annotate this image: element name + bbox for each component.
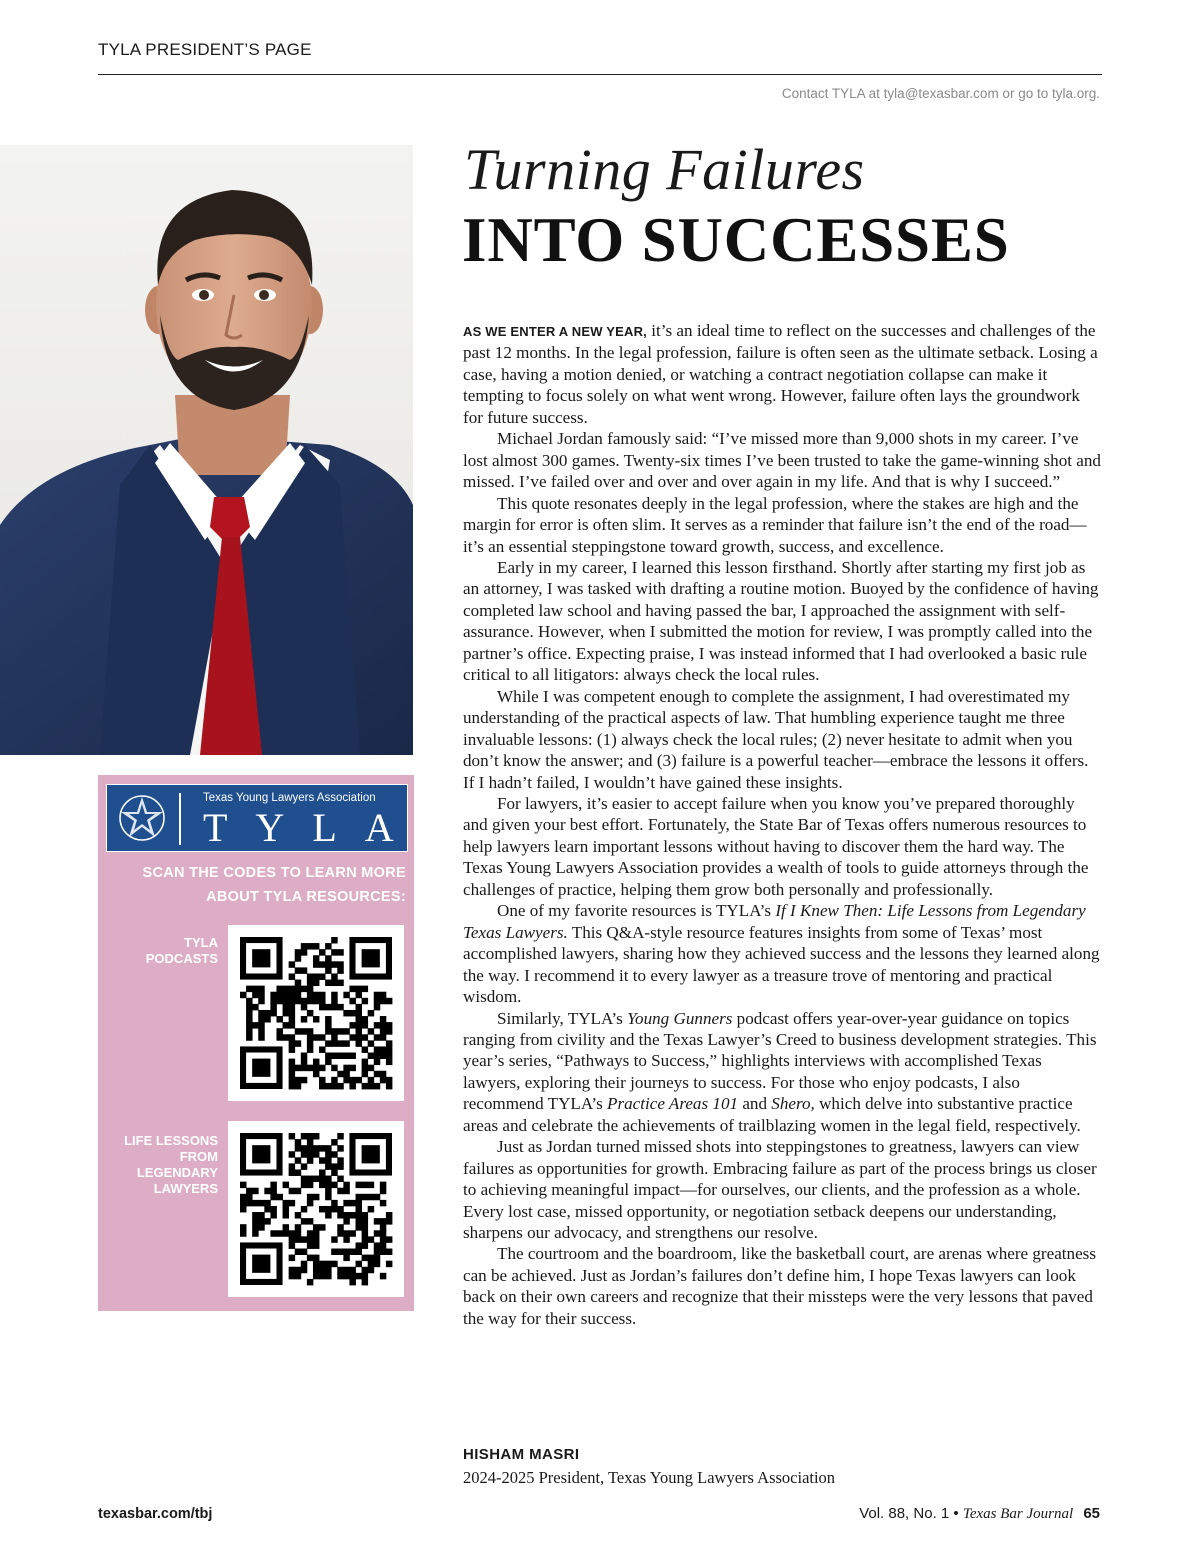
- paragraph-10: The courtroom and the boardroom, like the basketball court, are arenas where greatness can be achieved. Just as Jordan’s failures don’t define him, I hope Texas lawyers can look back on their own careers and recognize that their missteps were the very lessons that paved the way for their success.: [463, 1244, 1096, 1328]
- paragraph-5: While I was competent enough to complete the assignment, I had overestimated my understanding of the practical aspects of law. That humbling experience taught me three invaluable lessons: (1) always check the local rules; (2) never hesitate to admit when you don’t know the answer; and (3) failure is a powerful teacher—embrace the lessons it offers. If I hadn’t failed, I wouldn’t have gained these insights.: [463, 686, 1089, 792]
- author-name: HISHAM MASRI: [463, 1446, 580, 1463]
- author-portrait: [0, 145, 413, 755]
- tyla-resources-box: [98, 775, 422, 1311]
- tyla-logo-text: TYLA: [203, 805, 422, 850]
- banner-divider: [179, 793, 181, 845]
- qr-label-podcasts: TYLA PODCASTS: [145, 935, 218, 966]
- paragraph-6: For lawyers, it’s easier to accept failure when you know you’ve prepared thoroughly and given your best effort. Fortunately, the State Bar of Texas offers numerous resources to help lawyers learn important lessons without having to discover them the hard way. The Texas Young Lawyers Association provides a wealth of tools to guide attorneys through the challenges of practice, helping them grow both personally and professionally.: [463, 793, 1089, 899]
- title-line-1: Turning Failures: [464, 137, 865, 202]
- article-body: [463, 320, 1103, 1329]
- tyla-banner: [106, 784, 422, 852]
- qr-label-life-lessons: LIFE LESSONS FROM LEGENDARY LAWYERS: [124, 1133, 218, 1196]
- footer-volume: Vol. 88, No. 1: [859, 1505, 950, 1522]
- qr-code-life-lessons[interactable]: [228, 1121, 404, 1297]
- page-number: 65: [1083, 1505, 1100, 1522]
- texas-star-icon: [117, 793, 167, 843]
- paragraph-1: AS WE ENTER A NEW YEAR, it’s an ideal time to reflect on the successes and challenges of the past 12 months. In the legal profession, failure is often seen as the ultimate setback. Losing a case, having a motion denied, or watching a contract negotiation collapse can make it tempting to focus solely on what went wrong. However, failure often lays the groundwork for future success.: [463, 321, 1098, 427]
- header-divider: [98, 74, 1102, 75]
- lead-in: AS WE ENTER A NEW YEAR,: [463, 324, 647, 339]
- title-line-2: INTO SUCCESSES: [462, 205, 1010, 275]
- qr-code-podcasts[interactable]: [228, 925, 404, 1101]
- paragraph-3: This quote resonates deeply in the legal profession, where the stakes are high and the margin for error is often slim. It serves as a reminder that failure isn’t the end of the road—it’s an essential steppingstone toward growth, success, and excellence.: [463, 493, 1087, 556]
- paragraph-2: Michael Jordan famously said: “I’ve missed more than 9,000 shots in my career. I’ve lost almost 300 games. Twenty-six times I’ve been trusted to take the game-winning shot and missed. I’ve failed over and over and over again in my life. And that is why I succeed.”: [463, 429, 1101, 492]
- contact-line: Contact TYLA at tyla@texasbar.com or go to tyla.org.: [781, 86, 1100, 101]
- paragraph-8: Similarly, TYLA’s Young Gunners podcast offers year-over-year guidance on topics ranging from civility and the Texas Lawyer’s Creed to business development strategies. This year’s series, “Pathways to Success,” highlights interviews with accomplished Texas lawyers, exploring their journeys to success. For those who enjoy podcasts, I also recommend TYLA’s Practice Areas 101 and Shero, which delve into substantive practice areas and celebrate the achievements of trailblazing women in the legal field, respectively.: [463, 1008, 1097, 1135]
- paragraph-9: Just as Jordan turned missed shots into steppingstones to greatness, lawyers can view failures as opportunities for growth. Embracing failure as part of the process brings us closer to achieving meaningful impact—for ourselves, our clients, and the profession as a whole. Every lost case, missed opportunity, or negotiation setback deepens our understanding, sharpens our advocacy, and strengthens our resolve.: [463, 1137, 1097, 1243]
- author-title: 2024-2025 President, Texas Young Lawyers Association: [463, 1468, 836, 1487]
- footer-bullet: •: [953, 1505, 959, 1522]
- footer-issue-info: [859, 1505, 1100, 1523]
- banner-org-name: Texas Young Lawyers Association: [203, 792, 376, 804]
- paragraph-7: One of my favorite resources is TYLA’s If I Knew Then: Life Lessons from Legendary Texas Lawyers. This Q&A-style resource features insights from some of Texas’ most accomplished lawyers, sharing how they achieved success and the lessons they learned along the way. I recommend it to every lawyer as a treasure trove of mentoring and practical wisdom.: [463, 901, 1100, 1007]
- footer-journal: Texas Bar Journal: [962, 1506, 1074, 1522]
- section-label: TYLA PRESIDENT’S PAGE: [98, 40, 312, 59]
- footer-url[interactable]: texasbar.com/tbj: [98, 1506, 213, 1522]
- paragraph-4: Early in my career, I learned this lesson firsthand. Shortly after starting my first job as an attorney, I was tasked with drafting a routine motion. Buoyed by the confidence of having completed law school and having passed the bar, I approached the assignment with self-assurance. However, when I submitted the motion for review, I was promptly called into the partner’s office. Expecting praise, I was instead informed that I had overlooked a basic rule critical to all litigators: always check the local rules.: [463, 557, 1099, 685]
- scan-instructions: SCAN THE CODES TO LEARN MORE ABOUT TYLA RESOURCES:: [142, 865, 406, 905]
